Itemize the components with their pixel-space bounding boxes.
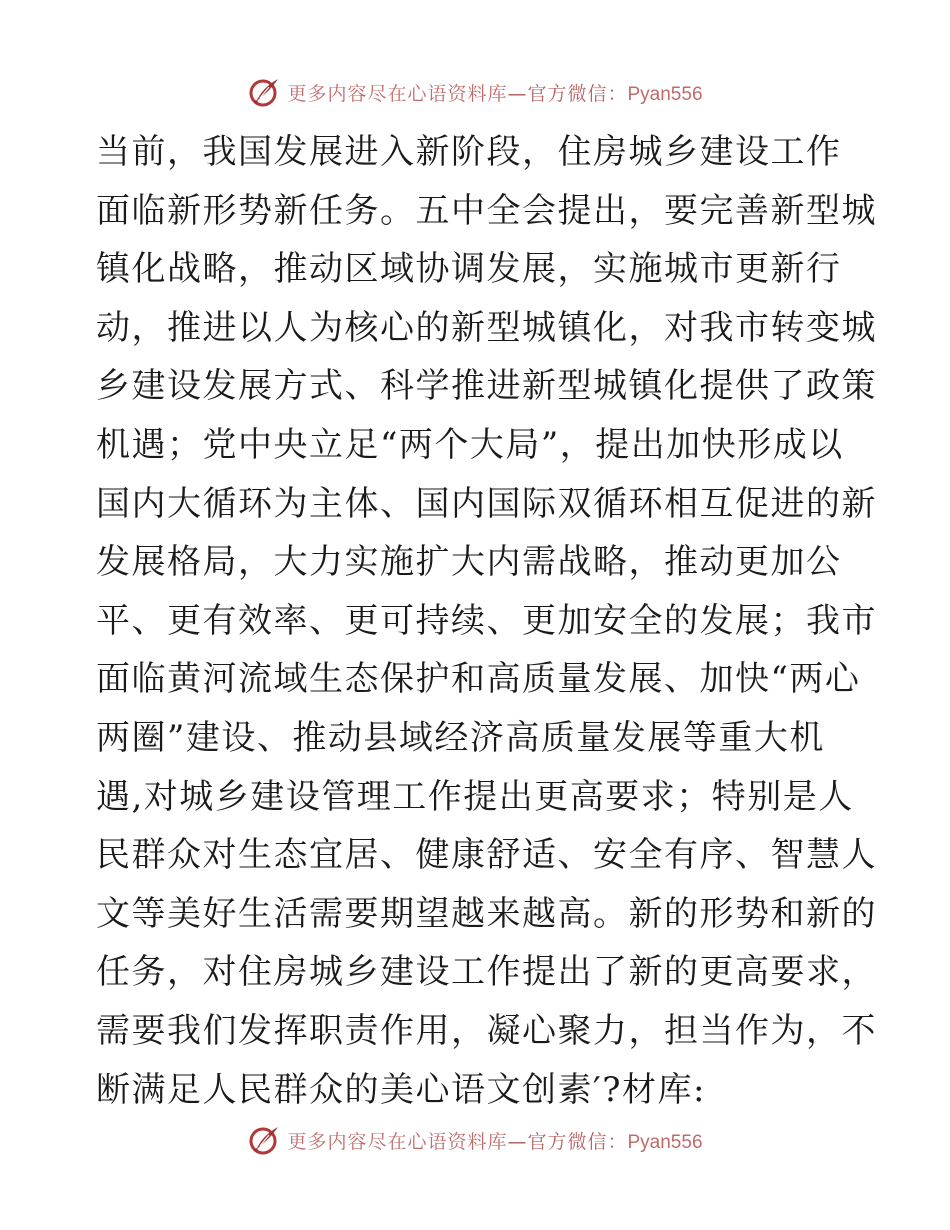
text-line: 动，推进以人为核心的新型城镇化，对我市转变城	[96, 307, 877, 348]
header-dash: —	[507, 82, 528, 105]
text-line: 当前，我国发展进入新阶段，住房城乡建设工作	[96, 132, 842, 172]
footer-watermark-text	[287, 1127, 702, 1154]
header-brand: 更多内容尽在心语资料库	[287, 82, 508, 105]
text-line: 断满足人民群众的美心语文创素′?材库:	[96, 1069, 706, 1110]
header-watermark-text	[287, 79, 702, 106]
text-line: 面临新形势新任务。五中全会提出，要完善新型城	[96, 190, 877, 231]
header-wechat-label: 官方微信：	[527, 82, 628, 105]
text-line: 两圈”建设、推动县域经济高质量发展等重大机	[96, 717, 825, 758]
text-line: 镇化战略，推动区域协调发展，实施城市更新行	[96, 249, 842, 290]
text-line: 平、更有效率、更可持续、更加安全的发展；我市	[96, 600, 877, 641]
text-line: 需要我们发挥职责作用，凝心聚力，担当作为，不	[96, 1010, 877, 1051]
footer-dash: —	[507, 1130, 528, 1153]
text-line: 遇,对城乡建设管理工作提出更高要求；特别是人	[96, 776, 854, 817]
footer-wechat-label: 官方微信：	[527, 1130, 628, 1153]
feather-quill-logo-icon	[247, 1123, 281, 1157]
text-line: 任务，对住房城乡建设工作提出了新的更高要求，	[96, 952, 877, 993]
footer-brand: 更多内容尽在心语资料库	[287, 1130, 508, 1153]
header-watermark-banner	[0, 72, 950, 112]
text-line: 文等美好生活需要期望越来越高。新的形势和新的	[96, 893, 877, 934]
text-line: 国内大循环为主体、国内国际双循环相互促进的新	[96, 483, 877, 524]
footer-wechat-account: Pyan556	[627, 1131, 703, 1153]
footer-watermark-banner	[0, 1120, 950, 1160]
text-line: 机遇；党中央立足“两个大局”，提出加快形成以	[96, 424, 844, 465]
header-wechat-account: Pyan556	[627, 83, 703, 105]
text-line: 发展格局，大力实施扩大内需战略，推动更加公	[96, 542, 842, 583]
document-body	[96, 123, 877, 1119]
text-line: 民群众对生态宜居、健康舒适、安全有序、智慧人	[96, 835, 877, 876]
text-line: 面临黄河流域生态保护和高质量发展、加快“两心	[96, 659, 861, 700]
text-line: 乡建设发展方式、科学推进新型城镇化提供了政策	[96, 366, 877, 407]
feather-quill-logo-icon	[247, 75, 281, 109]
